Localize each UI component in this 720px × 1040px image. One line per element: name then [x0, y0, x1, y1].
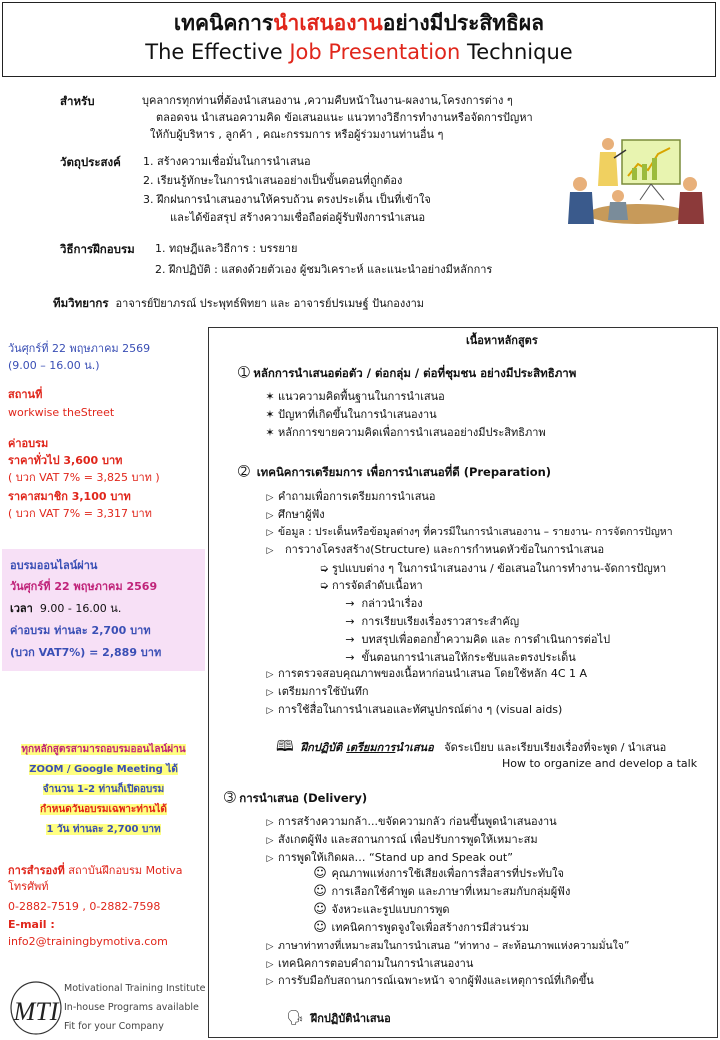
objectives-label: วัตถุประสงค์ — [60, 155, 121, 169]
triangle-bullet-icon: ▷ — [266, 836, 274, 846]
phone-label: โทรศัพท์ — [8, 880, 49, 893]
section-2-item-text: คำถามเพื่อการเตรียมการนำเสนอ — [278, 490, 436, 503]
section-2-item — [262, 489, 436, 506]
section-2-subsub-text: บทสรุปเพื่อตอกย้ำความคิด และ การดำเนินการต่อไป — [361, 633, 611, 646]
contact-label: การสำรองที่ — [8, 864, 65, 877]
arrow-right-icon: → — [345, 615, 355, 628]
online-promo — [2, 740, 205, 840]
contact-row — [8, 863, 183, 879]
venue-label: สถานที่ — [8, 388, 43, 401]
triangle-bullet-icon: ▷ — [266, 854, 274, 864]
objective-2: 2. เรียนรู้ทักษะในการนำเสนออย่างเป็นขั้นตอนที่ถูกต้อง — [143, 174, 403, 187]
practice-1-label: ฝึกปฏิบัติ — [300, 741, 347, 754]
section-2-subsub — [342, 596, 423, 612]
section-3-title: การนำเสนอ (Delivery) — [239, 791, 368, 805]
logo-line-2: In-house Programs available — [64, 1002, 199, 1013]
title-th-3: อย่างมีประสิทธิผล — [382, 11, 545, 35]
title-en-2: Job Presentation — [289, 40, 461, 64]
title-banner — [2, 2, 716, 77]
section-2-item — [262, 702, 562, 719]
fee-label: ค่าอบรม — [8, 437, 49, 450]
section-2-subsub-text: กล่าวนำเรื่อง — [361, 597, 423, 610]
arrow-right-icon: → — [345, 651, 355, 664]
section-2-item-text: การวางโครงสร้าง(Structure) และการกำหนดหัวข้อในการนำเสนอ — [285, 543, 605, 556]
section-3-item-text: ภาษาท่าทางที่เหมาะสมในการนำเสนอ “ท่าทาง – สะท้อนภาพแห่งความมั่นใจ” — [278, 940, 630, 952]
section-3-item — [262, 956, 473, 973]
triangle-bullet-icon: ▷ — [266, 511, 274, 521]
practice-1-label-end: นำเสนอ — [395, 741, 434, 754]
for-line-1: บุคลากรทุกท่านที่ต้องนำเสนองาน ,ความคืบหน้าในงาน-ผลงาน,โครงการต่าง ๆ — [142, 94, 513, 107]
objective-3-cont: และได้ข้อสรุป สร้างความเชื่อถือต่อผู้รับฟังการนำเสนอ — [170, 211, 426, 224]
promo-line-5: 1 วัน ท่านละ 2,700 บาท — [46, 824, 161, 835]
section-3-item — [262, 832, 538, 849]
mti-logo-text: MTI — [13, 997, 59, 1026]
arrow-outline-icon: ➭ — [319, 579, 329, 592]
online-title: อบรมออนไลน์ผ่าน — [10, 559, 98, 572]
triangle-bullet-icon: ▷ — [266, 670, 274, 680]
logo-line-1: Motivational Training Institute — [64, 983, 206, 994]
section-3-sub-text: คุณภาพแห่งการใช้เสียงเพื่อการสื่อสารที่ประทับใจ — [331, 867, 564, 880]
star-bullet-icon: ✶ — [265, 390, 275, 403]
speakers-names: อาจารย์ปิยาภรณ์ ประพุทธ์พิทยา และ อาจารย์ปรเมษฐ์ ปันกองงาม — [115, 297, 425, 310]
arrow-right-icon: → — [345, 597, 355, 610]
smiley-icon: ☺ — [313, 902, 327, 917]
section-2-item — [262, 542, 604, 559]
section-3-item-text: การรับมือกับสถานการณ์เฉพาะหน้า จากผู้ฟังและเหตุการณ์ที่เกิดขึ้น — [278, 974, 594, 987]
section-2-subsub-text: ขั้นตอนการนำเสนอให้กระชับและตรงประเด็น — [361, 651, 576, 664]
section-2-item-text: ศึกษาผู้ฟัง — [278, 508, 325, 521]
section-1-title: หลักการนำเสนอต่อตัว / ต่อกลุ่ม / ต่อที่ชุมชน อย่างมีประสิทธิภาพ — [253, 366, 577, 380]
triangle-bullet-icon: ▷ — [266, 977, 274, 987]
section-2-item — [262, 524, 673, 541]
for-label: สำหรับ — [60, 94, 95, 108]
smiley-icon: ☺ — [313, 884, 327, 899]
section-3-item — [262, 973, 594, 990]
section-1-item — [262, 407, 437, 423]
section-1-item-text: หลักการขายความคิดเพื่อการนำเสนออย่างมีประสิทธิภาพ — [278, 426, 546, 439]
speakers-label: ทีมวิทยากร — [53, 296, 109, 310]
member-price: ราคาสมาชิก 3,100 บาท — [8, 490, 131, 503]
venue-name: workwise theStreet — [8, 406, 115, 419]
contact-org: สถาบันฝึกอบรม Motiva — [68, 864, 183, 877]
section-2-subsub — [342, 650, 576, 666]
triangle-bullet-icon: ▷ — [266, 688, 274, 698]
section-3-item-text: การพูดให้เกิดผล… “Stand up and Speak out” — [278, 851, 513, 864]
triangle-bullet-icon: ▷ — [266, 546, 274, 556]
outline-heading: เนื้อหาหลักสูตร — [466, 334, 538, 347]
section-2-subsub-text: การเรียบเรียงเรื่องราวสาระสำคัญ — [361, 615, 520, 628]
section-2-title: เทคนิคการเตรียมการ เพื่อการนำเสนอที่ดี (Preparation) — [256, 465, 552, 479]
triangle-bullet-icon: ▷ — [266, 706, 274, 716]
practice-1-underlined: เตรียมการ — [346, 741, 396, 754]
page-title-english — [3, 37, 715, 67]
section-2-sub-text: การจัดลำดับเนื้อหา — [332, 579, 423, 592]
triangle-bullet-icon: ▷ — [266, 818, 274, 828]
phone-numbers[interactable]: 0-2882-7519 , 0-2882-7598 — [8, 900, 161, 913]
practice-1-row — [276, 738, 666, 756]
promo-line-2: ZOOM / Google Meeting ได้ — [29, 764, 178, 775]
section-2-title-row — [238, 464, 551, 481]
title-en-3: Technique — [460, 40, 573, 64]
practice-2-row — [286, 1010, 391, 1027]
star-bullet-icon: ✶ — [265, 426, 275, 439]
promo-line-3: จำนวน 1-2 ท่านก็เปิดอบรม — [42, 784, 165, 795]
section-2-sub — [316, 561, 666, 577]
page-title-thai — [3, 9, 715, 37]
online-fee-vat: (บวก VAT7%) = 2,889 บาท — [10, 646, 162, 659]
section-3-sub — [312, 902, 449, 918]
section-2-sub-text: รูปแบบต่าง ๆ ในการนำเสนองาน / ข้อเสนอในการทำงาน-จัดการปัญหา — [332, 562, 667, 575]
section-3-sub — [312, 884, 570, 900]
section-3-item-text: การสร้างความกล้า...ขจัดความกลัว ก่อนขึ้นพูดนำเสนองาน — [278, 815, 557, 828]
section-3-sub-text: เทคนิคการพูดจูงใจเพื่อสร้างการมีส่วนร่วม — [331, 921, 530, 934]
promo-line-4: กำหนดวันอบรมเฉพาะท่านได้ — [40, 804, 167, 815]
email-link[interactable]: info2@trainingbymotiva.com — [8, 935, 168, 948]
training-method-2: 2. ฝึกปฏิบัติ : แสดงด้วยตัวเอง ผู้ชมวิเคราะห์ และแนะนำอย่างมีหลักการ — [155, 263, 493, 276]
section-3-item — [262, 850, 513, 867]
arrow-outline-icon: ➭ — [319, 562, 329, 575]
title-th-1: เทคนิคการ — [173, 11, 274, 35]
presentation-meeting-illustration — [560, 128, 710, 238]
section-1-number: ➀ — [238, 365, 250, 381]
section-2-item — [262, 684, 369, 701]
class-date: วันศุกร์ที่ 22 พฤษภาคม 2569 — [8, 342, 151, 355]
practice-1-description: จัดระเบียบ และเรียบเรียงเรื่องที่จะพูด / นำเสนอ — [444, 741, 667, 754]
for-line-2: ตลอดจน นำเสนอความคิด ข้อเสนอแนะ แนวทางวิธีการทำงานหรือจัดการปัญหา — [156, 111, 533, 124]
section-3-title-row — [224, 790, 367, 807]
online-time-label: เวลา — [10, 602, 33, 615]
promo-line-1: ทุกหลักสูตรสามารถอบรมออนไลน์ผ่าน — [21, 744, 186, 755]
speaking-head-icon: 🗣 — [286, 1010, 304, 1026]
section-1-title-row — [238, 365, 576, 382]
objective-1: 1. สร้างความเชื่อมั่นในการนำเสนอ — [143, 155, 311, 168]
section-3-sub-text: จังหวะและรูปแบบการพูด — [331, 903, 450, 916]
class-time: (9.00 – 16.00 น.) — [8, 359, 100, 372]
section-2-item-text: ข้อมูล : ประเด็นหรือข้อมูลต่างๆ ที่ควรมีในการนำเสนองาน – รายงาน- การจัดการปัญหา — [278, 526, 673, 538]
triangle-bullet-icon: ▷ — [266, 960, 274, 970]
online-time-row — [10, 601, 121, 617]
triangle-bullet-icon: ▷ — [266, 528, 274, 538]
section-2-item — [262, 507, 325, 524]
online-fee: ค่าอบรม ท่านละ 2,700 บาท — [10, 624, 151, 637]
member-price-vat: ( บวก VAT 7% = 3,317 บาท — [8, 507, 152, 520]
section-2-subsub — [342, 614, 519, 630]
triangle-bullet-icon: ▷ — [266, 493, 274, 503]
mti-logo — [6, 968, 66, 1036]
section-3-item — [262, 814, 557, 831]
speakers-row — [53, 295, 424, 312]
practice-1-english: How to organize and develop a talk — [502, 757, 698, 770]
online-date: วันศุกร์ที่ 22 พฤษภาคม 2569 — [10, 580, 158, 593]
online-time: 9.00 - 16.00 น. — [39, 602, 122, 615]
general-price: ราคาทั่วไป 3,600 บาท — [8, 454, 123, 467]
section-3-item-text: สังเกตผู้ฟัง และสถานการณ์ เพื่อปรับการพูดให้เหมาะสม — [278, 833, 538, 846]
training-method-label: วิธีการฝึกอบรม — [60, 242, 135, 256]
logo-line-3: Fit for your Company — [64, 1021, 164, 1032]
email-label: E-mail : — [8, 918, 55, 931]
training-method-1: 1. ทฤษฎีและวิธีการ : บรรยาย — [155, 242, 298, 255]
for-line-3: ให้กับผู้บริหาร , ลูกค้า , คณะกรรมการ หรือผู้ร่วมงานท่านอื่น ๆ — [150, 128, 444, 141]
online-training-box — [2, 549, 205, 671]
general-price-vat: ( บวก VAT 7% = 3,825 บาท ) — [8, 471, 160, 484]
section-2-subsub — [342, 632, 610, 648]
open-book-icon: 🕮 — [276, 737, 294, 755]
smiley-icon: ☺ — [313, 866, 327, 881]
practice-2-label: ฝึกปฏิบัตินำเสนอ — [310, 1012, 391, 1025]
triangle-bullet-icon: ▷ — [266, 942, 274, 952]
section-2-item — [262, 666, 587, 683]
section-2-item-text: เตรียมการใช้บันทึก — [278, 685, 369, 698]
section-2-item-text: การตรวจสอบคุณภาพของเนื้อหาก่อนนำเสนอ โดยใช้หลัก 4C 1 A — [278, 667, 588, 680]
section-3-item — [262, 938, 629, 955]
section-2-sub — [316, 578, 423, 594]
title-th-2: นำเสนองาน — [273, 11, 383, 35]
section-2-item-text: การใช้สื่อในการนำเสนอและทัศนูปกรณ์ต่าง ๆ (visual aids) — [278, 703, 563, 716]
section-3-sub — [312, 920, 529, 936]
smiley-icon: ☺ — [313, 920, 327, 935]
section-1-item-text: ปัญหาที่เกิดขึ้นในการนำเสนองาน — [278, 408, 437, 421]
section-1-item — [262, 389, 445, 405]
section-2-number: ➁ — [238, 464, 250, 480]
title-en-1: The Effective — [145, 40, 290, 64]
section-3-item-text: เทคนิคการตอบคำถามในการนำเสนองาน — [278, 957, 474, 970]
section-1-item — [262, 425, 546, 441]
mti-logo-mark — [6, 968, 66, 1036]
section-3-sub-text: การเลือกใช้คำพูด และภาษาที่เหมาะสมกับกลุ่มผู้ฟัง — [331, 885, 571, 898]
star-bullet-icon: ✶ — [265, 408, 275, 421]
section-3-sub — [312, 866, 564, 882]
section-1-item-text: แนวความคิดพื้นฐานในการนำเสนอ — [278, 390, 445, 403]
objective-3: 3. ฝึกฝนการนำเสนองานให้ครบถ้วน ตรงประเด็น เป็นที่เข้าใจ — [143, 193, 431, 206]
section-3-number: ➂ — [224, 790, 236, 806]
arrow-right-icon: → — [345, 633, 355, 646]
